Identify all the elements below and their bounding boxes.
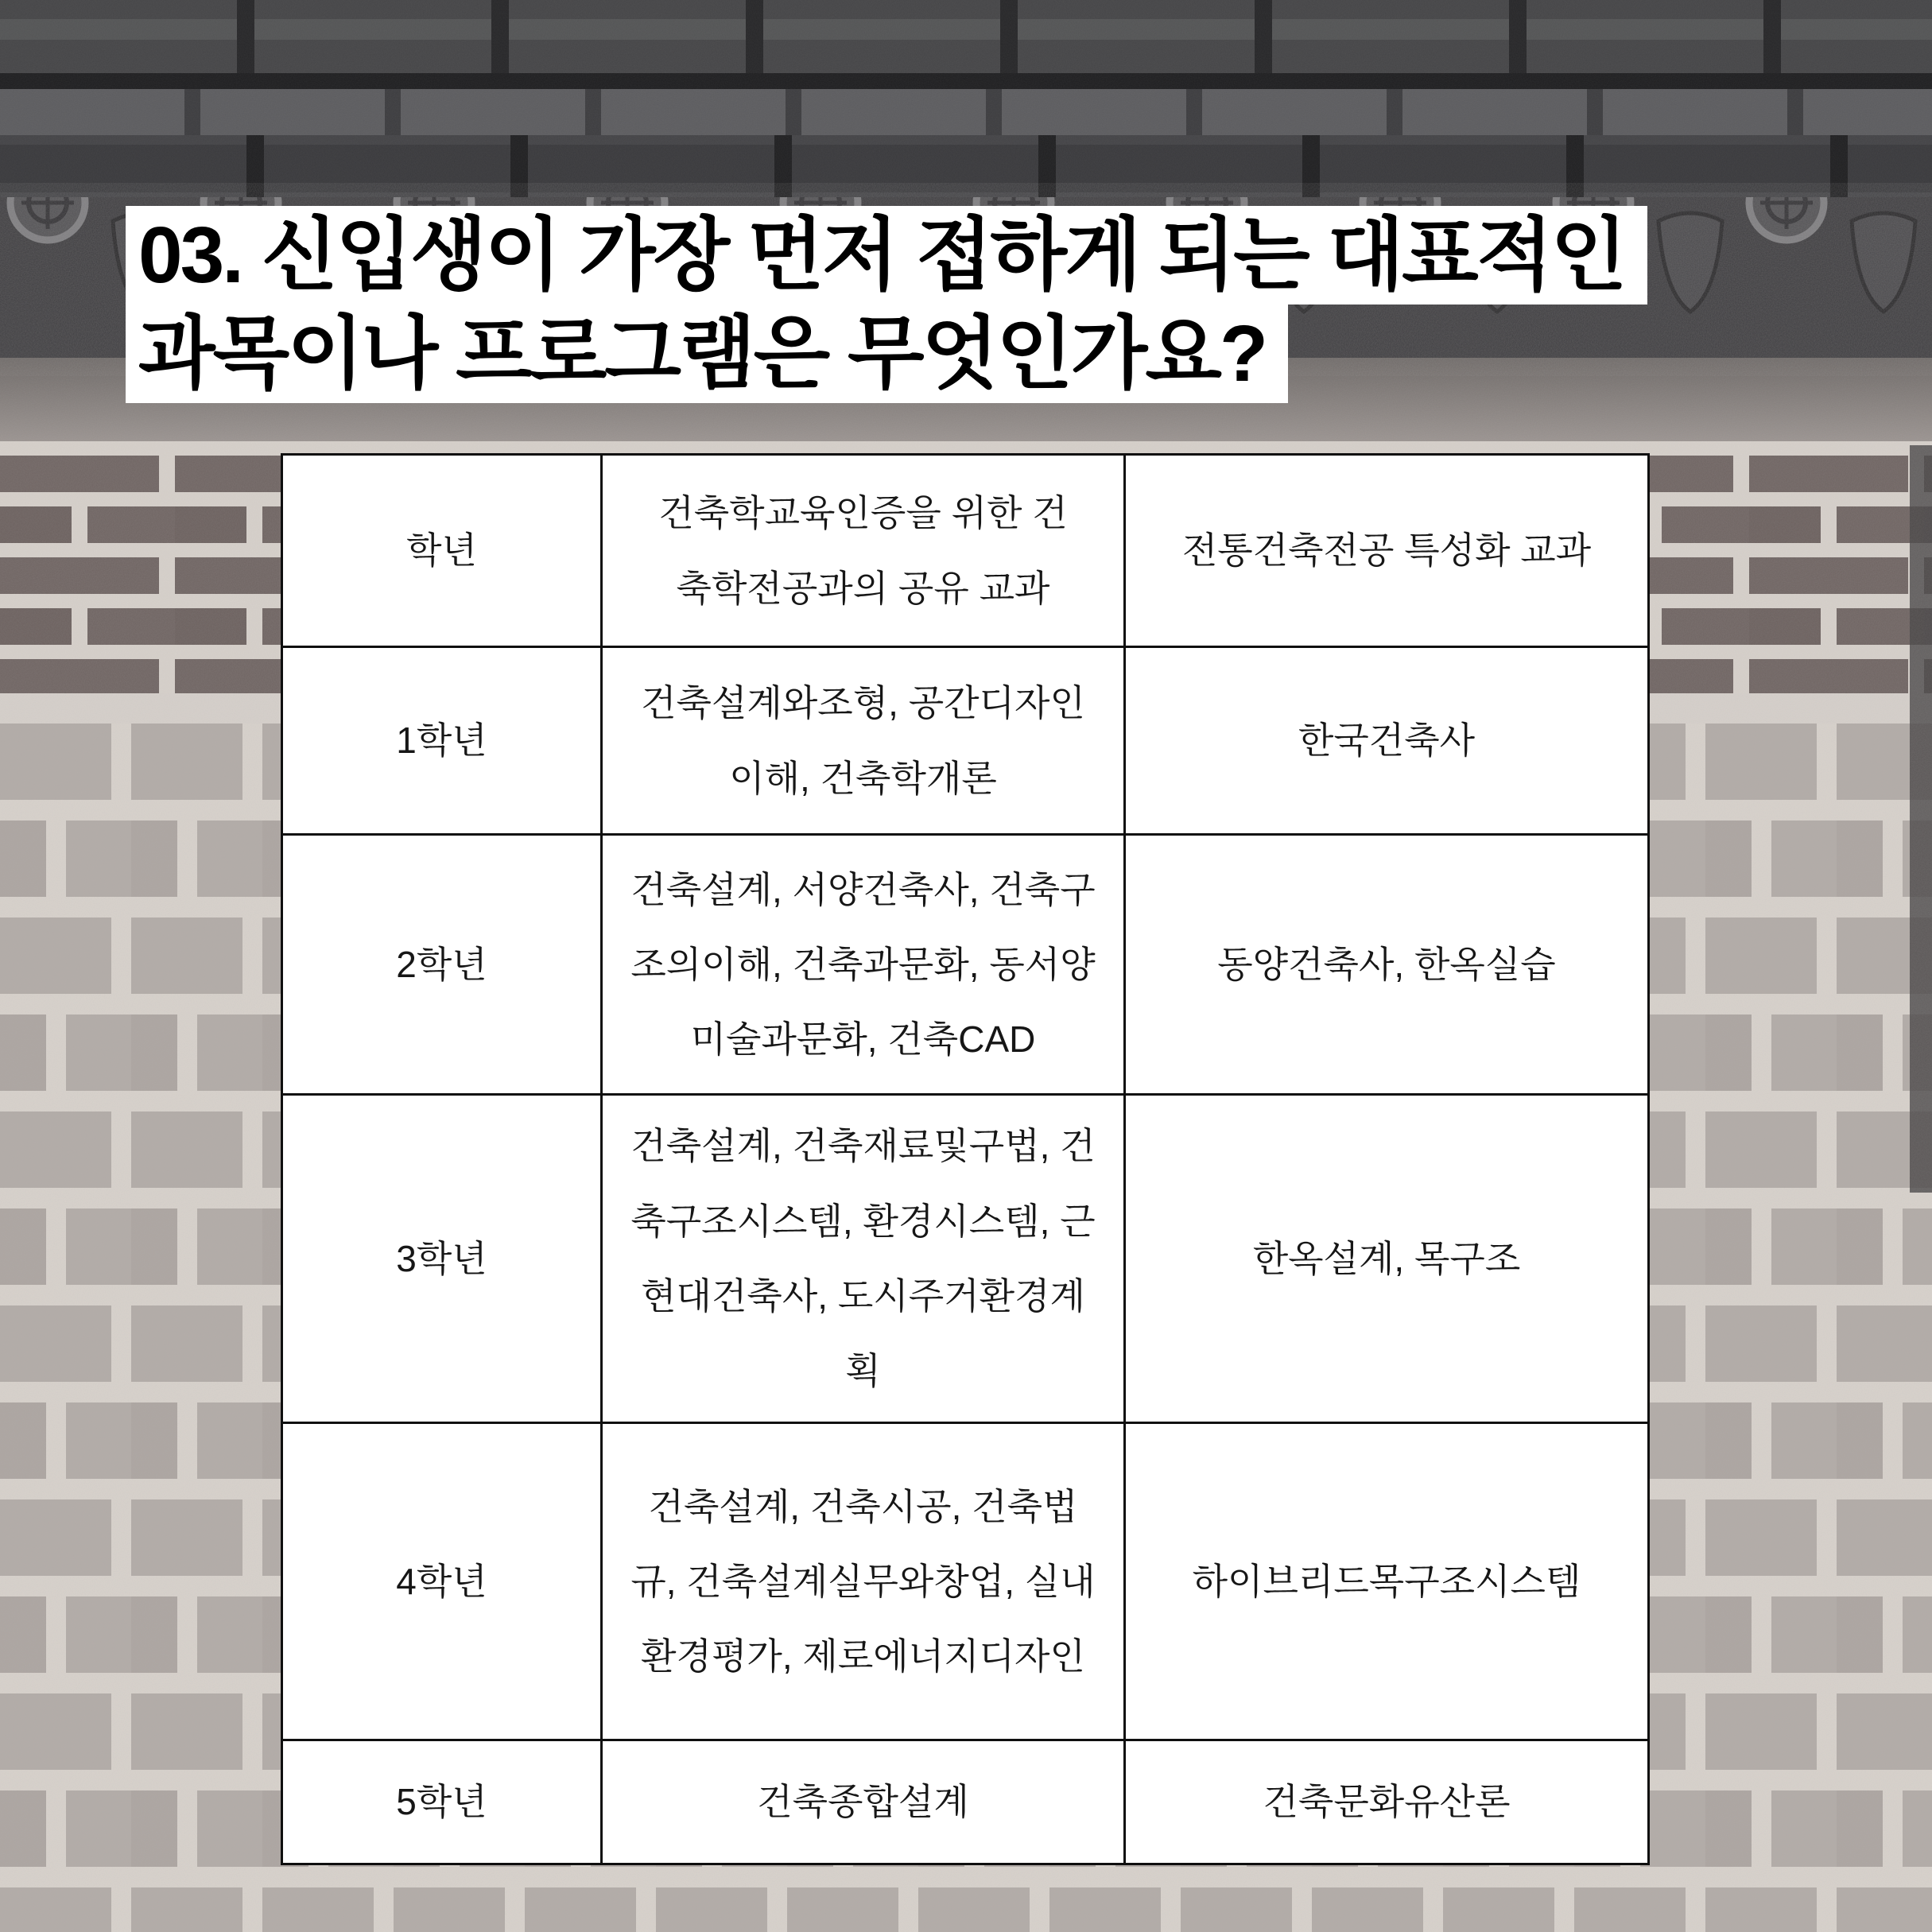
header-year: 학년 <box>282 455 602 647</box>
question-title-line2: 과목이나 프로그램은 무엇인가요? <box>126 305 1288 403</box>
specialized-courses-cell: 한국건축사 <box>1125 647 1649 835</box>
table-row-year1 <box>282 647 1649 835</box>
table-row-year5 <box>282 1740 1649 1864</box>
specialized-courses-cell: 건축문화유산론 <box>1125 1740 1649 1864</box>
year-cell: 4학년 <box>282 1423 602 1740</box>
shared-courses-cell: 건축종합설계 <box>602 1740 1125 1864</box>
year-cell: 5학년 <box>282 1740 602 1864</box>
shared-courses-cell: 건축설계와조형, 공간디자인이해, 건축학개론 <box>602 647 1125 835</box>
specialized-courses-cell: 하이브리드목구조시스템 <box>1125 1423 1649 1740</box>
table-header-row <box>282 455 1649 647</box>
specialized-courses-cell: 한옥설계, 목구조 <box>1125 1095 1649 1423</box>
table-row-year4 <box>282 1423 1649 1740</box>
specialized-courses-cell: 동양건축사, 한옥실습 <box>1125 835 1649 1095</box>
table-row-year3 <box>282 1095 1649 1423</box>
header-specialized-courses: 전통건축전공 특성화 교과 <box>1125 455 1649 647</box>
question-title-line1: 03. 신입생이 가장 먼저 접하게 되는 대표적인 <box>126 206 1647 305</box>
shared-courses-cell: 건축설계, 건축시공, 건축법규, 건축설계실무와창업, 실내환경평가, 제로에너지디자인 <box>602 1423 1125 1740</box>
year-cell: 3학년 <box>282 1095 602 1423</box>
question-title <box>126 206 1647 403</box>
table-row-year2 <box>282 835 1649 1095</box>
year-cell: 1학년 <box>282 647 602 835</box>
shared-courses-cell: 건축설계, 건축재료및구법, 건축구조시스템, 환경시스템, 근현대건축사, 도시주거환경계획 <box>602 1095 1125 1423</box>
shared-courses-cell: 건축설계, 서양건축사, 건축구조의이해, 건축과문화, 동서양미술과문화, 건축CAD <box>602 835 1125 1095</box>
header-shared-courses: 건축학교육인증을 위한 건축학전공과의 공유 교과 <box>602 455 1125 647</box>
year-cell: 2학년 <box>282 835 602 1095</box>
curriculum-table <box>281 453 1650 1865</box>
